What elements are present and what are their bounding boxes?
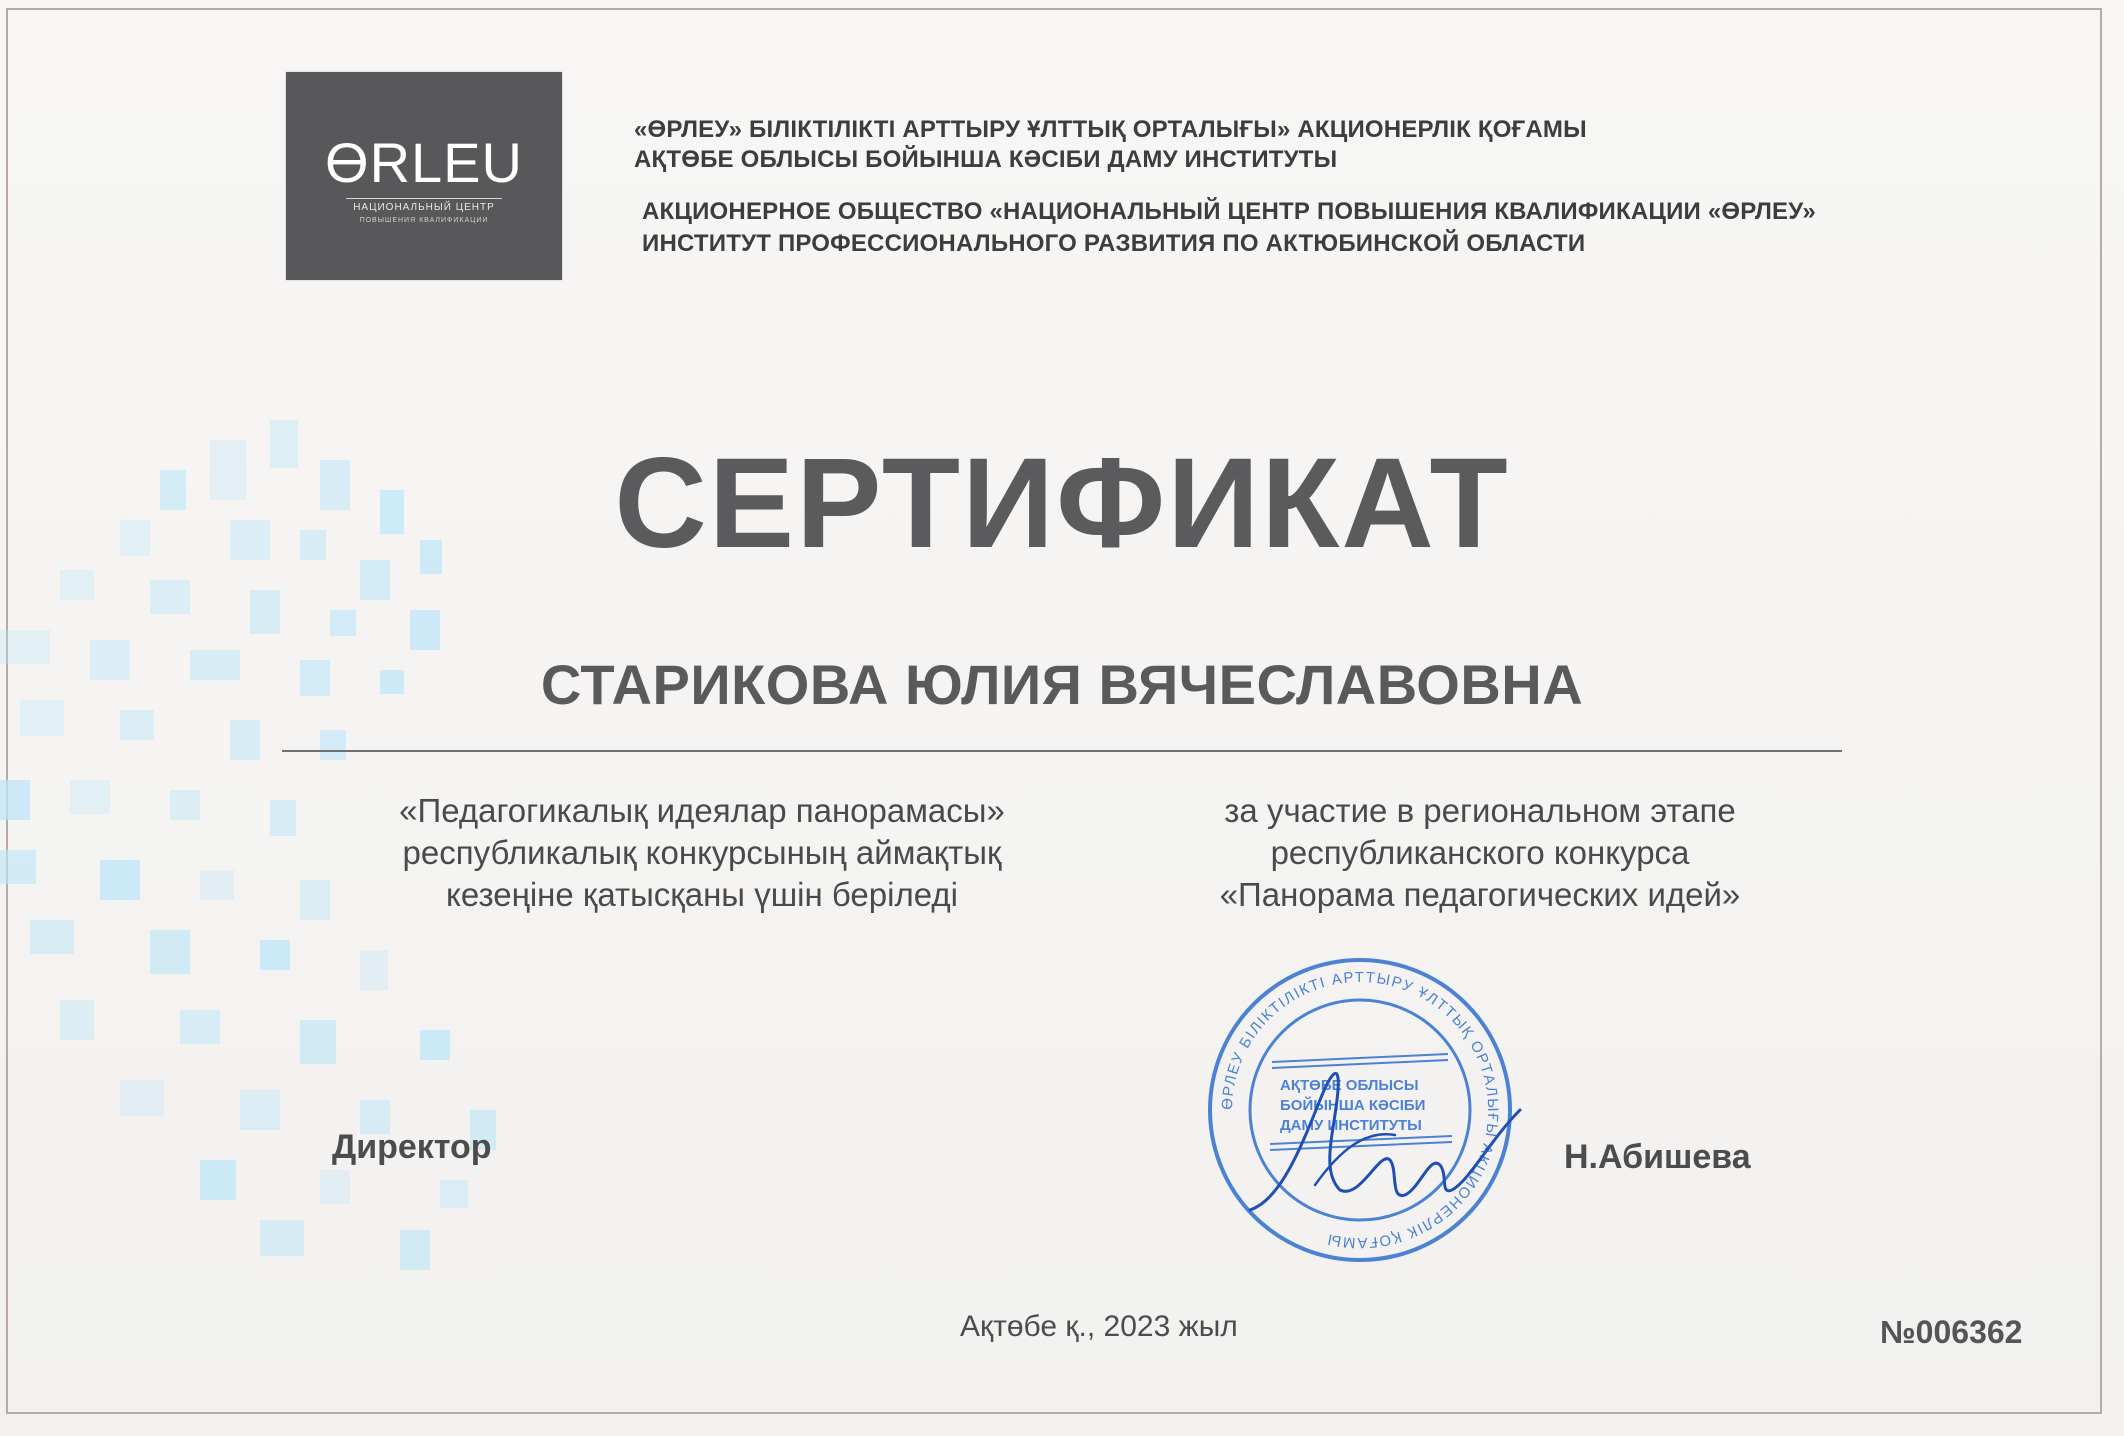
certificate-number: №006362 — [1880, 1314, 2023, 1350]
pattern-square — [30, 920, 74, 954]
pattern-square — [180, 1010, 220, 1044]
pattern-square — [260, 1220, 304, 1256]
logo-divider — [346, 198, 502, 199]
pattern-square — [420, 1030, 450, 1060]
pattern-square — [0, 780, 30, 820]
award-text-kz-line: кезеңіне қатысқаны үшін беріледі — [446, 876, 958, 913]
pattern-square — [320, 730, 346, 760]
recipient-name: СТАРИКОВА ЮЛИЯ ВЯЧЕСЛАВОВНА — [540, 653, 1584, 716]
pattern-square — [100, 860, 140, 900]
logo-subtitle: НАЦИОНАЛЬНЫЙ ЦЕНТР — [353, 202, 495, 213]
award-text-ru-line: за участие в региональном этапе — [1224, 792, 1736, 829]
logo-wordmark: ӨRLEU — [325, 131, 523, 194]
pattern-square — [400, 1230, 430, 1270]
award-text-ru-line: республиканского конкурса — [1270, 834, 1690, 871]
stamp-center-line-3: ДАМУ ИНСТИТУТЫ — [1280, 1117, 1422, 1134]
signatory-role: Директор — [332, 1128, 492, 1166]
award-text-kz-line: республикалық конкурсының аймақтық — [402, 834, 1002, 871]
pattern-square — [150, 580, 190, 614]
stamp-center-line-1: АҚТӨБЕ ОБЛЫСЫ — [1280, 1077, 1419, 1094]
stamp-ring-text: ӨРЛЕУ БІЛІКТІЛІКТІ АРТТЫРУ ҰЛТТЫҚ ОРТАЛЫҒЫ АКЦИОНЕРЛІК ҚОҒАМЫ — [1218, 968, 1502, 1252]
pattern-square — [230, 720, 260, 760]
pattern-square — [260, 940, 290, 970]
pattern-square — [270, 800, 296, 836]
official-stamp-with-signature — [1190, 950, 1530, 1270]
header-ru-line-1: АКЦИОНЕРНОЕ ОБЩЕСТВО «НАЦИОНАЛЬНЫЙ ЦЕНТР ПОВЫШЕНИЯ КВАЛИФИКАЦИИ «ӨРЛЕУ» — [642, 198, 1816, 225]
header-kz-line-2: АҚТӨБЕ ОБЛЫСЫ БОЙЫНША КӘСІБИ ДАМУ ИНСТИТУТЫ — [634, 146, 1338, 173]
stamp-center-line-2: БОЙЫНША КӘСІБИ — [1280, 1097, 1426, 1114]
pattern-square — [440, 1180, 468, 1208]
pattern-square — [150, 930, 190, 974]
stamp-seal — [1210, 960, 1510, 1260]
pattern-square — [250, 590, 280, 634]
orleu-logo — [286, 72, 562, 280]
award-text-ru — [1090, 790, 1870, 916]
pattern-square — [360, 950, 388, 990]
pattern-square — [240, 1090, 280, 1130]
pattern-square — [0, 850, 36, 884]
pattern-square — [170, 790, 200, 820]
pattern-square — [60, 1000, 94, 1040]
header-ru-line-2: ИНСТИТУТ ПРОФЕССИОНАЛЬНОГО РАЗВИТИЯ ПО АКТЮБИНСКОЙ ОБЛАСТИ — [642, 230, 1586, 257]
pattern-square — [330, 610, 356, 636]
pattern-square — [120, 1080, 164, 1116]
logo-subtitle-small: ПОВЫШЕНИЯ КВАЛИФИКАЦИИ — [359, 217, 489, 224]
pattern-square — [70, 780, 110, 814]
pattern-square — [410, 610, 440, 650]
pattern-square — [320, 1170, 350, 1204]
certificate-title: СЕРТИФИКАТ — [614, 432, 1510, 575]
pattern-square — [200, 870, 234, 900]
place-and-year: Ақтөбе қ., 2023 жыл — [960, 1310, 1238, 1343]
name-underline — [282, 750, 1842, 752]
pattern-square — [200, 1160, 236, 1200]
award-text-kz — [312, 790, 1092, 916]
award-text-ru-line: «Панорама педагогических идей» — [1219, 876, 1741, 913]
pattern-square — [300, 1020, 336, 1064]
signatory-name: Н.Абишева — [1564, 1138, 1751, 1176]
header-kz-line-1: «ӨРЛЕУ» БІЛІКТІЛІКТІ АРТТЫРУ ҰЛТТЫҚ ОРТАЛЫҒЫ» АКЦИОНЕРЛІК ҚОҒАМЫ — [634, 116, 1587, 143]
award-text-kz-line: «Педагогикалық идеялар панорамасы» — [399, 792, 1005, 829]
